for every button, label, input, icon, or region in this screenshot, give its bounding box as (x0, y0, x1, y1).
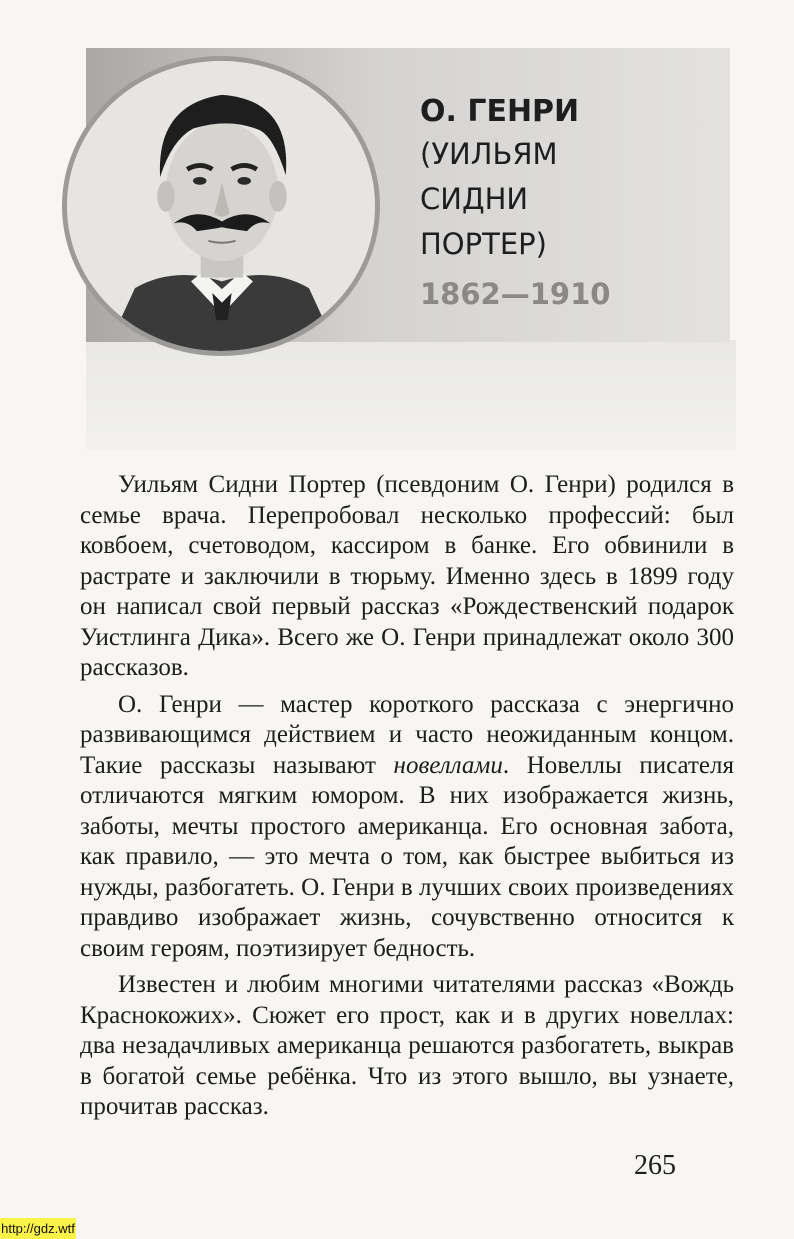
paragraph: О. Генри — мастер короткого рассказа с энергично развивающимся действием и часто неожиданным концом. Такие рассказы называют новеллами. Новеллы писателя отличаются мягким юмором. В них изображается жизнь, заботы, мечты простого американца. Его основная забота, как правило, — это мечта о том, как быстрее выбиться из нужды, разбогатеть. О. Генри в лучших своих произведениях правдиво изображает жизнь, сочувственно относится к своим героям, поэтизирует бедность. (80, 690, 734, 962)
page-number: 265 (634, 1150, 676, 1181)
real-name-line: (УИЛЬЯМ (420, 137, 558, 171)
paragraph: Известен и любим многими читателями рассказ «Вождь Краснокожих». Сюжет его прост, как и в других новеллах: два незадачливых американца решаются разбогатеть, выкрав в богатой семье ребёнка. Что из этого вышло, вы узнаете, прочитав рассказ. (80, 971, 734, 1120)
real-name-line: ПОРТЕР) (420, 227, 547, 261)
portrait-illustration (67, 61, 375, 351)
author-name: О. ГЕНРИ (420, 94, 580, 129)
biography-text (80, 470, 734, 1129)
term-emphasis: новеллами (393, 751, 503, 779)
author-years: 1862—1910 (420, 277, 611, 311)
watermark-link[interactable]: http://gdz.wtf (0, 1218, 76, 1239)
author-portrait (62, 56, 380, 356)
author-title-block (420, 92, 610, 319)
real-name-line: СИДНИ (420, 182, 529, 216)
paragraph: Уильям Сидни Портер (псевдоним О. Генри) родился в семье врача. Перепробовал несколько профессий: был ковбоем, счетоводом, кассиром в банке. Его обвинили в растрате и заключили в тюрьму. Именно здесь в 1899 году он написал свой первый рассказ «Рождественский подарок Уистлинга Дика». Всего же О. Генри принадлежат около 300 рассказов. (80, 471, 734, 681)
bleed-through-area (86, 340, 736, 450)
